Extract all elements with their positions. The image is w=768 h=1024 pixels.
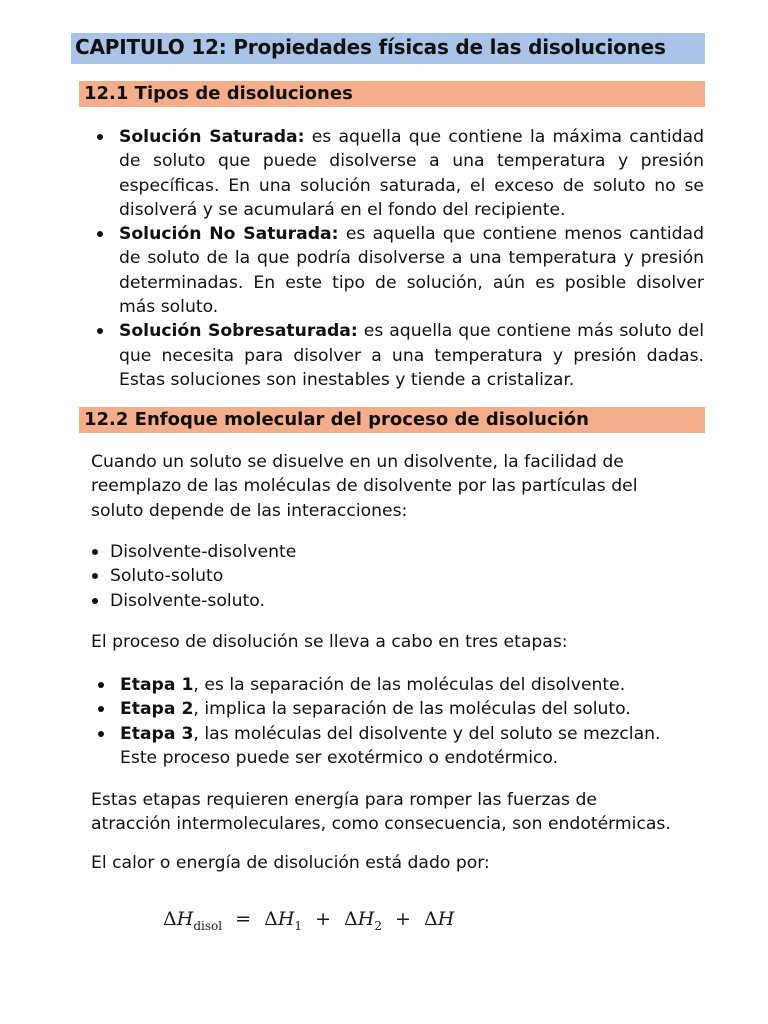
plus-sign: +: [395, 908, 411, 930]
item-text: , es la separación de las moléculas del disolvente.: [193, 675, 626, 695]
bullet-icon: [97, 231, 103, 237]
variable: H: [437, 908, 455, 930]
list-item: [110, 589, 670, 613]
item-text: es aquella que contiene menos cantidad de soluto de la que podría disolverse a una temperatura y presión determinadas. En este tipo de solución, aún es posible disolver más soluto.: [119, 224, 704, 318]
enthalpy-equation: [163, 908, 454, 933]
list-item: [110, 540, 670, 564]
list-item: [120, 673, 700, 697]
list-item: [119, 319, 704, 392]
item-text: Disolvente-soluto.: [110, 590, 265, 611]
list-item: [120, 697, 700, 721]
item-term: Etapa 1: [120, 675, 194, 695]
bullet-icon: [92, 573, 98, 579]
delta-symbol: Δ: [424, 908, 438, 930]
section-heading: 12.1 Tipos de disoluciones: [84, 83, 353, 104]
item-text: , las moléculas del disolvente y del soluto se mezclan. Este proceso puede ser exotérmico o endotérmico.: [120, 723, 661, 768]
delta-symbol: Δ: [264, 908, 278, 930]
item-term: Solución No Saturada:: [119, 224, 339, 245]
variable: H: [357, 908, 375, 930]
subscript: 1: [294, 918, 303, 933]
bullet-icon: [92, 598, 98, 604]
item-term: Etapa 2: [120, 699, 194, 720]
chapter-title-bar: [71, 33, 705, 64]
section-heading-bar: [79, 81, 705, 107]
bullet-icon: [97, 134, 103, 140]
item-term: Solución Sobresaturada:: [119, 321, 358, 342]
subscript: disol: [193, 918, 223, 933]
intro-paragraph: Cuando un soluto se disuelve en un disolvente, la facilidad de reemplazo de las moléculas de disolvente por las partículas del soluto depende de las interacciones:: [91, 452, 638, 521]
list-item: [120, 722, 700, 771]
plus-sign: +: [315, 908, 331, 930]
section-heading-bar: [79, 407, 705, 433]
bullet-icon: [92, 549, 98, 555]
item-term: Solución Saturada:: [119, 127, 305, 147]
chapter-title: CAPITULO 12: Propiedades físicas de las disoluciones: [75, 35, 666, 59]
stages-intro-paragraph: El proceso de disolución se lleva a cabo en tres etapas:: [91, 632, 568, 652]
variable: H: [277, 908, 295, 930]
interactions-list: [110, 540, 670, 613]
item-text: Soluto-soluto: [110, 566, 224, 587]
list-item: [119, 125, 704, 222]
solution-types-list: [119, 125, 704, 392]
bullet-icon: [98, 731, 104, 737]
energy-paragraph: Estas etapas requieren energía para romper las fuerzas de atracción intermoleculares, como consecuencia, son endotérmicas.: [91, 790, 671, 835]
item-text: es aquella que contiene la máxima cantidad de soluto que puede disolverse a una temperatura y presión específicas. En una solución saturada, el exceso de soluto no se disolverá y se acumulará en el fondo del recipiente.: [119, 127, 705, 220]
bullet-icon: [98, 682, 104, 688]
item-text: es aquella que contiene más soluto del que necesita para disolver a una temperatura y presión dadas. Estas soluciones son inestables y tiende a cristalizar.: [119, 321, 704, 390]
item-text: Disolvente-disolvente: [110, 542, 297, 562]
heat-paragraph: El calor o energía de disolución está dado por:: [91, 853, 490, 873]
subscript: 2: [374, 918, 382, 933]
variable: H: [176, 908, 194, 930]
delta-symbol: Δ: [344, 908, 358, 930]
list-item: [110, 564, 670, 588]
equals-sign: =: [235, 908, 252, 930]
list-item: [119, 222, 704, 319]
section-heading: 12.2 Enfoque molecular del proceso de disolución: [84, 409, 589, 430]
item-term: Etapa 3: [120, 723, 194, 744]
bullet-icon: [97, 328, 103, 334]
bullet-icon: [98, 706, 104, 712]
item-text: , implica la separación de las moléculas del soluto.: [193, 699, 631, 720]
stages-list: [120, 673, 700, 770]
delta-symbol: Δ: [163, 908, 177, 930]
